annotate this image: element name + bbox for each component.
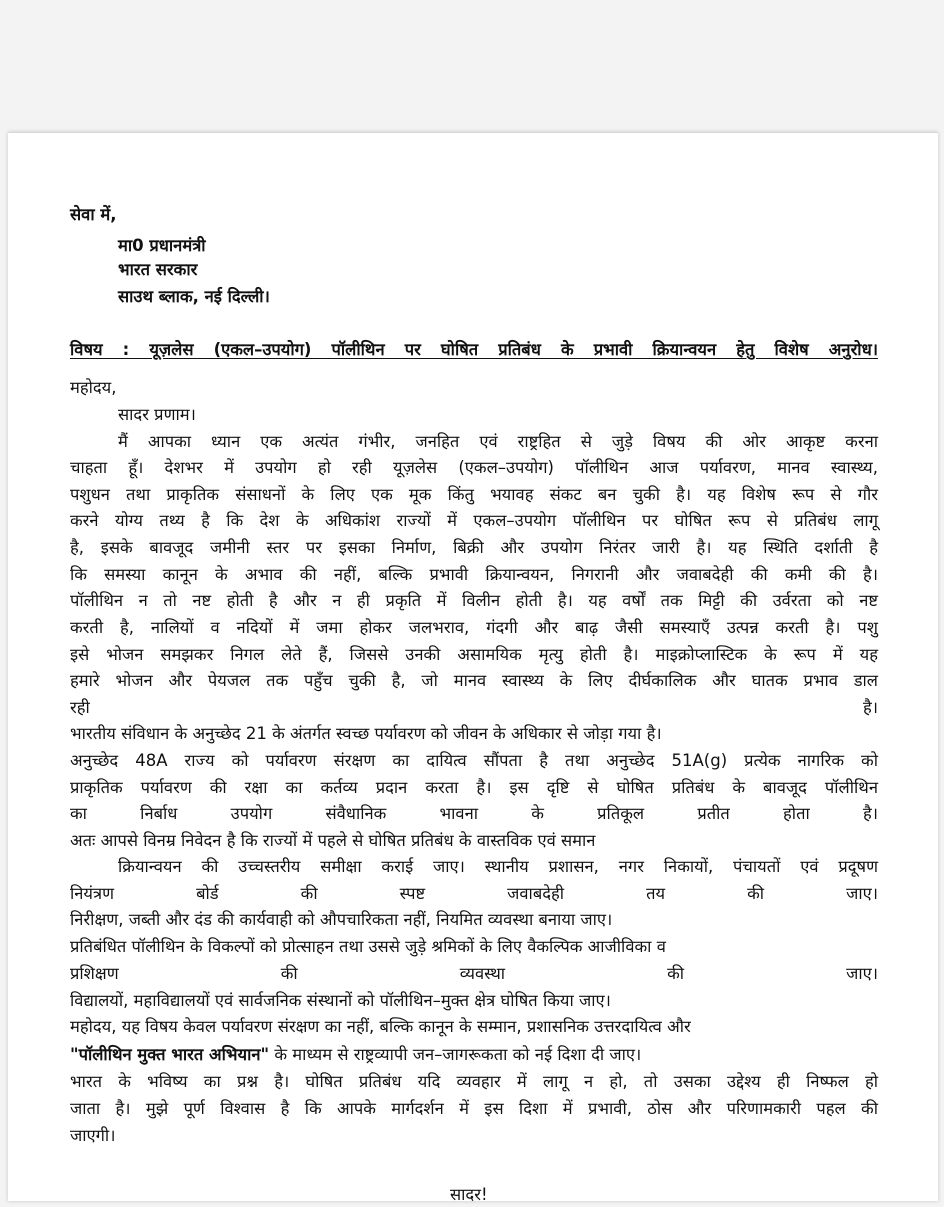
body-line: कि समस्या कानून के अभाव की नहीं, बल्कि प्रभावी क्रियान्वयन, निगरानी और जवाबदेही की कमी की है। bbox=[70, 565, 878, 584]
body-line: प्राकृतिक पर्यावरण की रक्षा का कर्तव्य प्रदान करता है। इस दृष्टि से घोषित प्रतिबंध के बावजूद पॉलीथिन bbox=[70, 778, 878, 797]
recipient-line-2: भारत सरकार bbox=[118, 260, 198, 279]
campaign-line bbox=[70, 1043, 878, 1067]
subject-line: विषय : यूज़लेस (एकल–उपयोग) पॉलीथिन पर घोषित प्रतिबंध के प्रभावी क्रियान्वयन हेतु विशेष अनुरोध। bbox=[70, 340, 878, 359]
body-line: भारत के भविष्य का प्रश्न है। घोषित प्रतिबंध यदि व्यवहार में लागू न हो, तो उसका उद्देश्य ही निष्फल हो bbox=[70, 1072, 878, 1091]
campaign-text: के माध्यम से राष्ट्रव्यापी जन–जागरूकता को नई दिशा दी जाए। bbox=[269, 1045, 642, 1064]
body-line: भारतीय संविधान के अनुच्छेद 21 के अंतर्गत स्वच्छ पर्यावरण को जीवन के अधिकार से जोड़ा गया है। bbox=[70, 724, 662, 743]
body-line: नियंत्रण बोर्ड की स्पष्ट जवाबदेही तय की जाए। bbox=[70, 884, 878, 903]
body-line: पॉलीथिन न तो नष्ट होती है और न ही प्रकृति में विलीन होती है। यह वर्षों तक मिट्टी की उर्वरता को नष्ट bbox=[70, 591, 878, 610]
campaign-name: "पॉलीथिन मुक्त भारत अभियान" bbox=[70, 1045, 270, 1064]
body-line: रही है। bbox=[70, 698, 878, 717]
body-line: क्रियान्वयन की उच्चस्तरीय समीक्षा कराई जाए। स्थानीय प्रशासन, नगर निकायों, पंचायतों एवं प्रदूषण bbox=[118, 857, 878, 876]
closing: सादर! bbox=[450, 1185, 488, 1204]
body-line: पशुधन तथा प्राकृतिक संसाधनों के लिए एक मूक किंतु भयावह संकट बन चुकी है। यह विशेष रूप से गौर bbox=[70, 485, 878, 504]
respects: सादर प्रणाम। bbox=[118, 405, 196, 424]
body-line: विद्यालयों, महाविद्यालयों एवं सार्वजनिक संस्थानों को पॉलीथिन–मुक्त क्षेत्र घोषित किया जाए। bbox=[70, 991, 611, 1010]
body-line: प्रतिबंधित पॉलीथिन के विकल्पों को प्रोत्साहन तथा उससे जुड़े श्रमिकों के लिए वैकल्पिक आजीविका व bbox=[70, 937, 666, 956]
body-line: निरीक्षण, जब्ती और दंड की कार्यवाही को औपचारिकता नहीं, नियमित व्यवस्था बनाया जाए। bbox=[70, 910, 613, 929]
body-line: जाता है। मुझे पूर्ण विश्वास है कि आपके मार्गदर्शन में इस दिशा में प्रभावी, ठोस और परिणामकारी पहल की bbox=[70, 1099, 878, 1118]
body-line: प्रशिक्षण की व्यवस्था की जाए। bbox=[70, 964, 878, 983]
greeting: महोदय, bbox=[70, 378, 117, 397]
body-line: महोदय, यह विषय केवल पर्यावरण संरक्षण का नहीं, बल्कि कानून के सम्मान, प्रशासनिक उत्तरदायित्व और bbox=[70, 1017, 691, 1036]
body-line: मैं आपका ध्यान एक अत्यंत गंभीर, जनहित एवं राष्ट्रहित से जुड़े विषय की ओर आकृष्ट करना bbox=[118, 432, 878, 451]
body-line: है, इसके बावजूद जमीनी स्तर पर इसका निर्माण, बिक्री और उपयोग निरंतर जारी है। यह स्थिति दर्शाती है bbox=[70, 538, 878, 557]
body-line: अतः आपसे विनम्र निवेदन है कि राज्यों में पहले से घोषित प्रतिबंध के वास्तविक एवं समान bbox=[70, 831, 596, 850]
letter-page bbox=[8, 132, 938, 1204]
body-line: अनुच्छेद 48A राज्य को पर्यावरण संरक्षण का दायित्व सौंपता है तथा अनुच्छेद 51A(g) प्रत्येक नागरिक को bbox=[70, 751, 878, 770]
recipient-line-1: मा0 प्रधानमंत्री bbox=[118, 236, 206, 255]
body-line: चाहता हूँ। देशभर में उपयोग हो रही यूज़लेस (एकल–उपयोग) पॉलीथिन आज पर्यावरण, मानव स्वास्थ्य, bbox=[70, 458, 878, 477]
body-line: हमारे भोजन और पेयजल तक पहुँच चुकी है, जो मानव स्वास्थ्य के लिए दीर्घकालिक और घातक प्रभाव डाल bbox=[70, 671, 878, 690]
body-line: जाएगी। bbox=[70, 1126, 116, 1145]
recipient-line-3: साउथ ब्लाक, नई दिल्ली। bbox=[118, 287, 270, 306]
body-line: करती है, नालियों व नदियों में जमा होकर जलभराव, गंदगी और बाढ़ जैसी समस्याएँ उत्पन्न करती है। पशु bbox=[70, 618, 878, 637]
body-line: करने योग्य तथ्य है कि देश के अधिकांश राज्यों में एकल–उपयोग पॉलीथिन पर घोषित रूप से प्रतिबंध लागू bbox=[70, 511, 878, 530]
body-line: इसे भोजन समझकर निगल लेते हैं, जिससे उनकी असामयिक मृत्यु होती है। माइक्रोप्लास्टिक के रूप में यह bbox=[70, 645, 878, 664]
salutation-to: सेवा में, bbox=[70, 205, 117, 224]
body-line: का निर्बाध उपयोग संवैधानिक भावना के प्रतिकूल प्रतीत होता है। bbox=[70, 804, 878, 823]
